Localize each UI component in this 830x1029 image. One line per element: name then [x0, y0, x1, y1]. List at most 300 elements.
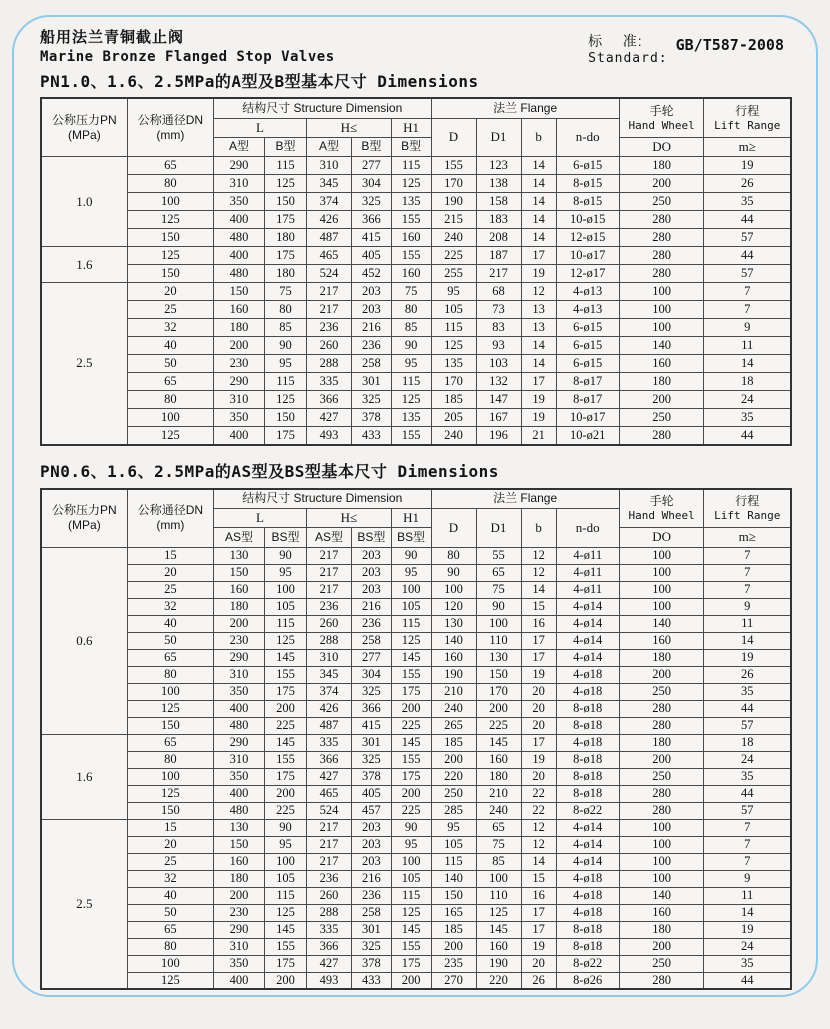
value-cell: 85: [265, 319, 307, 337]
dn-cell: 65: [127, 373, 213, 391]
table-row: [41, 193, 791, 211]
table-row: [41, 870, 791, 887]
col-header-lift-range: 行程 Lift Range: [704, 98, 791, 137]
col-header-DO: DO: [619, 137, 704, 156]
value-cell: 465: [307, 785, 352, 802]
value-cell: 310: [214, 666, 265, 683]
value-cell: 4-ø14: [556, 632, 619, 649]
dn-cell: 25: [127, 301, 213, 319]
value-cell: 378: [352, 409, 392, 427]
value-cell: 155: [265, 666, 307, 683]
value-cell: 16: [521, 887, 556, 904]
value-cell: 240: [431, 700, 476, 717]
col-header-type-b: B型: [265, 137, 307, 156]
table-row: [41, 632, 791, 649]
table-row: [41, 247, 791, 265]
value-cell: 135: [431, 355, 476, 373]
value-cell: 17: [521, 373, 556, 391]
dn-cell: 20: [127, 564, 213, 581]
table-row: [41, 853, 791, 870]
value-cell: 480: [214, 229, 265, 247]
pressure-group-cell: 0.6: [41, 547, 127, 734]
table-row: [41, 836, 791, 853]
value-cell: 19: [521, 938, 556, 955]
value-cell: 200: [619, 666, 704, 683]
table-row: [41, 564, 791, 581]
table-row: [41, 229, 791, 247]
value-cell: 310: [214, 751, 265, 768]
value-cell: 180: [214, 870, 265, 887]
value-cell: 12-ø17: [556, 265, 619, 283]
value-cell: 230: [214, 355, 265, 373]
value-cell: 350: [214, 193, 265, 211]
value-cell: 35: [704, 768, 791, 785]
value-cell: 95: [431, 819, 476, 836]
value-cell: 115: [391, 887, 431, 904]
value-cell: 215: [431, 211, 476, 229]
value-cell: 130: [214, 819, 265, 836]
value-cell: 160: [214, 581, 265, 598]
dn-cell: 80: [127, 751, 213, 768]
value-cell: 115: [391, 615, 431, 632]
col-header-H1: H1: [391, 118, 431, 137]
value-cell: 55: [476, 547, 521, 564]
value-cell: 217: [307, 853, 352, 870]
col-header-handwheel: 手轮 Hand Wheel: [619, 489, 704, 528]
value-cell: 140: [431, 632, 476, 649]
value-cell: 203: [352, 853, 392, 870]
value-cell: 280: [619, 265, 704, 283]
value-cell: 20: [521, 683, 556, 700]
value-cell: 16: [521, 615, 556, 632]
value-cell: 35: [704, 683, 791, 700]
value-cell: 217: [307, 581, 352, 598]
value-cell: 4-ø18: [556, 734, 619, 751]
value-cell: 260: [307, 337, 352, 355]
value-cell: 433: [352, 427, 392, 445]
value-cell: 200: [431, 938, 476, 955]
value-cell: 4-ø18: [556, 887, 619, 904]
value-cell: 200: [214, 887, 265, 904]
value-cell: 280: [619, 427, 704, 445]
value-cell: 304: [352, 666, 392, 683]
value-cell: 301: [352, 734, 392, 751]
value-cell: 160: [391, 265, 431, 283]
value-cell: 400: [214, 211, 265, 229]
value-cell: 125: [265, 904, 307, 921]
value-cell: 4-ø13: [556, 283, 619, 301]
value-cell: 180: [619, 734, 704, 751]
value-cell: 4-ø14: [556, 819, 619, 836]
value-cell: 160: [476, 751, 521, 768]
col-header-b: b: [521, 509, 556, 548]
value-cell: 14: [704, 632, 791, 649]
value-cell: 175: [265, 768, 307, 785]
value-cell: 100: [619, 819, 704, 836]
col-header-dn: 公称通径DN (mm): [127, 98, 213, 157]
col-header-structure: 结构尺寸 Structure Dimension: [214, 98, 432, 118]
value-cell: 19: [704, 157, 791, 175]
value-cell: 7: [704, 819, 791, 836]
value-cell: 12: [521, 564, 556, 581]
value-cell: 150: [265, 193, 307, 211]
value-cell: 301: [352, 921, 392, 938]
value-cell: 366: [307, 938, 352, 955]
value-cell: 8-ø22: [556, 802, 619, 819]
table-row: [41, 211, 791, 229]
dn-cell: 32: [127, 319, 213, 337]
table2-header: [41, 489, 791, 548]
value-cell: 14: [704, 355, 791, 373]
value-cell: 125: [431, 337, 476, 355]
value-cell: 288: [307, 904, 352, 921]
value-cell: 465: [307, 247, 352, 265]
value-cell: 90: [391, 337, 431, 355]
value-cell: 265: [431, 717, 476, 734]
dn-cell: 32: [127, 598, 213, 615]
col-header-b: b: [521, 118, 556, 157]
value-cell: 200: [391, 700, 431, 717]
value-cell: 190: [431, 193, 476, 211]
pressure-group-cell: 1.6: [41, 247, 127, 283]
value-cell: 44: [704, 972, 791, 989]
value-cell: 125: [391, 175, 431, 193]
value-cell: 4-ø11: [556, 581, 619, 598]
value-cell: 90: [265, 547, 307, 564]
value-cell: 44: [704, 211, 791, 229]
dn-cell: 40: [127, 887, 213, 904]
value-cell: 140: [431, 870, 476, 887]
value-cell: 20: [521, 768, 556, 785]
dn-cell: 65: [127, 157, 213, 175]
value-cell: 19: [521, 391, 556, 409]
value-cell: 18: [704, 734, 791, 751]
value-cell: 115: [265, 373, 307, 391]
value-cell: 350: [214, 683, 265, 700]
value-cell: 405: [352, 247, 392, 265]
value-cell: 480: [214, 265, 265, 283]
value-cell: 75: [265, 283, 307, 301]
value-cell: 374: [307, 193, 352, 211]
value-cell: 68: [476, 283, 521, 301]
value-cell: 155: [391, 211, 431, 229]
value-cell: 185: [431, 734, 476, 751]
value-cell: 427: [307, 955, 352, 972]
value-cell: 100: [619, 870, 704, 887]
value-cell: 18: [704, 373, 791, 391]
table-row: [41, 887, 791, 904]
value-cell: 22: [521, 802, 556, 819]
table-row: [41, 337, 791, 355]
value-cell: 140: [619, 615, 704, 632]
value-cell: 140: [619, 887, 704, 904]
value-cell: 240: [431, 427, 476, 445]
value-cell: 203: [352, 283, 392, 301]
value-cell: 4-ø14: [556, 649, 619, 666]
value-cell: 73: [476, 301, 521, 319]
value-cell: 11: [704, 887, 791, 904]
value-cell: 115: [431, 853, 476, 870]
value-cell: 427: [307, 768, 352, 785]
value-cell: 14: [521, 211, 556, 229]
value-cell: 183: [476, 211, 521, 229]
value-cell: 345: [307, 175, 352, 193]
value-cell: 44: [704, 427, 791, 445]
col-header-D1: D1: [476, 118, 521, 157]
dn-cell: 25: [127, 853, 213, 870]
value-cell: 95: [265, 355, 307, 373]
value-cell: 12: [521, 819, 556, 836]
value-cell: 120: [431, 598, 476, 615]
value-cell: 310: [307, 157, 352, 175]
value-cell: 115: [431, 319, 476, 337]
value-cell: 310: [307, 649, 352, 666]
value-cell: 180: [619, 157, 704, 175]
value-cell: 155: [391, 938, 431, 955]
value-cell: 165: [431, 904, 476, 921]
value-cell: 155: [391, 427, 431, 445]
value-cell: 236: [307, 598, 352, 615]
value-cell: 240: [476, 802, 521, 819]
dn-cell: 150: [127, 717, 213, 734]
value-cell: 216: [352, 870, 392, 887]
value-cell: 8-ø18: [556, 785, 619, 802]
value-cell: 325: [352, 391, 392, 409]
value-cell: 200: [476, 700, 521, 717]
value-cell: 110: [476, 887, 521, 904]
value-cell: 90: [265, 819, 307, 836]
dimensions-table-as-bs: [40, 488, 792, 991]
col-header-type-bs: BS型: [352, 528, 392, 547]
dn-cell: 20: [127, 836, 213, 853]
dn-cell: 15: [127, 547, 213, 564]
value-cell: 15: [521, 598, 556, 615]
value-cell: 57: [704, 229, 791, 247]
value-cell: 155: [265, 938, 307, 955]
value-cell: 280: [619, 211, 704, 229]
value-cell: 457: [352, 802, 392, 819]
value-cell: 10-ø21: [556, 427, 619, 445]
value-cell: 90: [391, 547, 431, 564]
value-cell: 378: [352, 768, 392, 785]
value-cell: 14: [521, 853, 556, 870]
col-header-L: L: [214, 118, 307, 137]
value-cell: 235: [431, 955, 476, 972]
value-cell: 290: [214, 649, 265, 666]
value-cell: 145: [476, 734, 521, 751]
col-header-m: m≥: [704, 528, 791, 547]
dn-cell: 65: [127, 734, 213, 751]
value-cell: 12: [521, 547, 556, 564]
value-cell: 7: [704, 836, 791, 853]
value-cell: 19: [521, 409, 556, 427]
doc-title-zh: 船用法兰青铜截止阀: [40, 29, 185, 46]
value-cell: 80: [391, 301, 431, 319]
value-cell: 175: [265, 247, 307, 265]
value-cell: 150: [431, 887, 476, 904]
value-cell: 100: [619, 319, 704, 337]
value-cell: 8-ø18: [556, 700, 619, 717]
value-cell: 4-ø18: [556, 870, 619, 887]
table2-body: [41, 547, 791, 989]
value-cell: 13: [521, 319, 556, 337]
table-row: [41, 598, 791, 615]
value-cell: 180: [619, 649, 704, 666]
value-cell: 170: [431, 175, 476, 193]
value-cell: 200: [619, 938, 704, 955]
col-header-flange: 法兰 Flange: [431, 489, 619, 509]
value-cell: 225: [431, 247, 476, 265]
table-row: [41, 802, 791, 819]
value-cell: 236: [352, 887, 392, 904]
value-cell: 26: [704, 175, 791, 193]
dn-cell: 125: [127, 211, 213, 229]
value-cell: 125: [476, 904, 521, 921]
value-cell: 260: [307, 887, 352, 904]
table-row: [41, 717, 791, 734]
table-row: [41, 700, 791, 717]
value-cell: 325: [352, 193, 392, 211]
value-cell: 145: [265, 921, 307, 938]
value-cell: 160: [476, 938, 521, 955]
value-cell: 44: [704, 785, 791, 802]
standard-value: GB/T587-2008: [675, 35, 784, 54]
value-cell: 487: [307, 229, 352, 247]
table-row: [41, 768, 791, 785]
value-cell: 14: [521, 157, 556, 175]
col-header-flange: 法兰 Flange: [431, 98, 619, 118]
value-cell: 258: [352, 355, 392, 373]
value-cell: 19: [521, 666, 556, 683]
value-cell: 145: [265, 734, 307, 751]
col-header-structure: 结构尺寸 Structure Dimension: [214, 489, 432, 509]
table-row: [41, 785, 791, 802]
value-cell: 200: [265, 785, 307, 802]
value-cell: 433: [352, 972, 392, 989]
value-cell: 9: [704, 319, 791, 337]
value-cell: 115: [391, 157, 431, 175]
pressure-group-cell: 1.0: [41, 157, 127, 247]
col-header-H1: H1: [391, 509, 431, 528]
value-cell: 130: [476, 649, 521, 666]
value-cell: 487: [307, 717, 352, 734]
col-header-dn: 公称通径DN (mm): [127, 489, 213, 548]
value-cell: 145: [476, 921, 521, 938]
dn-cell: 50: [127, 632, 213, 649]
value-cell: 26: [704, 666, 791, 683]
pressure-group-cell: 2.5: [41, 819, 127, 989]
table-row: [41, 751, 791, 768]
value-cell: 100: [431, 581, 476, 598]
value-cell: 220: [431, 768, 476, 785]
col-header-type-a: A型: [214, 137, 265, 156]
value-cell: 160: [619, 355, 704, 373]
value-cell: 140: [619, 337, 704, 355]
col-header-type-a: A型: [307, 137, 352, 156]
value-cell: 65: [476, 564, 521, 581]
value-cell: 90: [265, 337, 307, 355]
value-cell: 200: [214, 615, 265, 632]
value-cell: 19: [521, 751, 556, 768]
value-cell: 90: [391, 819, 431, 836]
value-cell: 185: [431, 921, 476, 938]
value-cell: 4-ø14: [556, 836, 619, 853]
value-cell: 180: [265, 229, 307, 247]
value-cell: 10-ø17: [556, 409, 619, 427]
col-header-n-do: n-do: [556, 509, 619, 548]
table-row: [41, 955, 791, 972]
dn-cell: 80: [127, 175, 213, 193]
value-cell: 95: [391, 564, 431, 581]
value-cell: 103: [476, 355, 521, 373]
value-cell: 325: [352, 683, 392, 700]
value-cell: 100: [619, 853, 704, 870]
col-header-pressure: 公称压力PN (MPa): [41, 98, 127, 157]
value-cell: 196: [476, 427, 521, 445]
value-cell: 7: [704, 581, 791, 598]
value-cell: 236: [307, 870, 352, 887]
value-cell: 310: [214, 175, 265, 193]
value-cell: 280: [619, 785, 704, 802]
value-cell: 115: [391, 373, 431, 391]
value-cell: 200: [214, 337, 265, 355]
value-cell: 187: [476, 247, 521, 265]
value-cell: 17: [521, 904, 556, 921]
col-header-D1: D1: [476, 509, 521, 548]
value-cell: 290: [214, 157, 265, 175]
value-cell: 8-ø18: [556, 768, 619, 785]
table-row: [41, 666, 791, 683]
value-cell: 175: [391, 955, 431, 972]
value-cell: 236: [307, 319, 352, 337]
table-row: [41, 427, 791, 445]
value-cell: 9: [704, 598, 791, 615]
value-cell: 4-ø18: [556, 666, 619, 683]
value-cell: 14: [704, 904, 791, 921]
value-cell: 155: [431, 157, 476, 175]
value-cell: 216: [352, 598, 392, 615]
value-cell: 258: [352, 632, 392, 649]
value-cell: 203: [352, 547, 392, 564]
value-cell: 200: [619, 751, 704, 768]
value-cell: 57: [704, 717, 791, 734]
value-cell: 175: [265, 211, 307, 229]
value-cell: 105: [265, 598, 307, 615]
value-cell: 7: [704, 283, 791, 301]
value-cell: 10-ø17: [556, 247, 619, 265]
col-header-type-bs: BS型: [391, 528, 431, 547]
dn-cell: 100: [127, 683, 213, 700]
col-header-H: H≤: [307, 509, 392, 528]
value-cell: 100: [619, 301, 704, 319]
value-cell: 155: [391, 666, 431, 683]
pressure-group-cell: 1.6: [41, 734, 127, 819]
value-cell: 524: [307, 802, 352, 819]
table-row: [41, 373, 791, 391]
value-cell: 350: [214, 409, 265, 427]
value-cell: 100: [476, 615, 521, 632]
value-cell: 20: [521, 955, 556, 972]
dn-cell: 150: [127, 265, 213, 283]
value-cell: 175: [391, 768, 431, 785]
value-cell: 125: [391, 904, 431, 921]
value-cell: 35: [704, 193, 791, 211]
value-cell: 400: [214, 700, 265, 717]
value-cell: 426: [307, 211, 352, 229]
value-cell: 115: [265, 615, 307, 632]
value-cell: 11: [704, 337, 791, 355]
value-cell: 366: [352, 700, 392, 717]
